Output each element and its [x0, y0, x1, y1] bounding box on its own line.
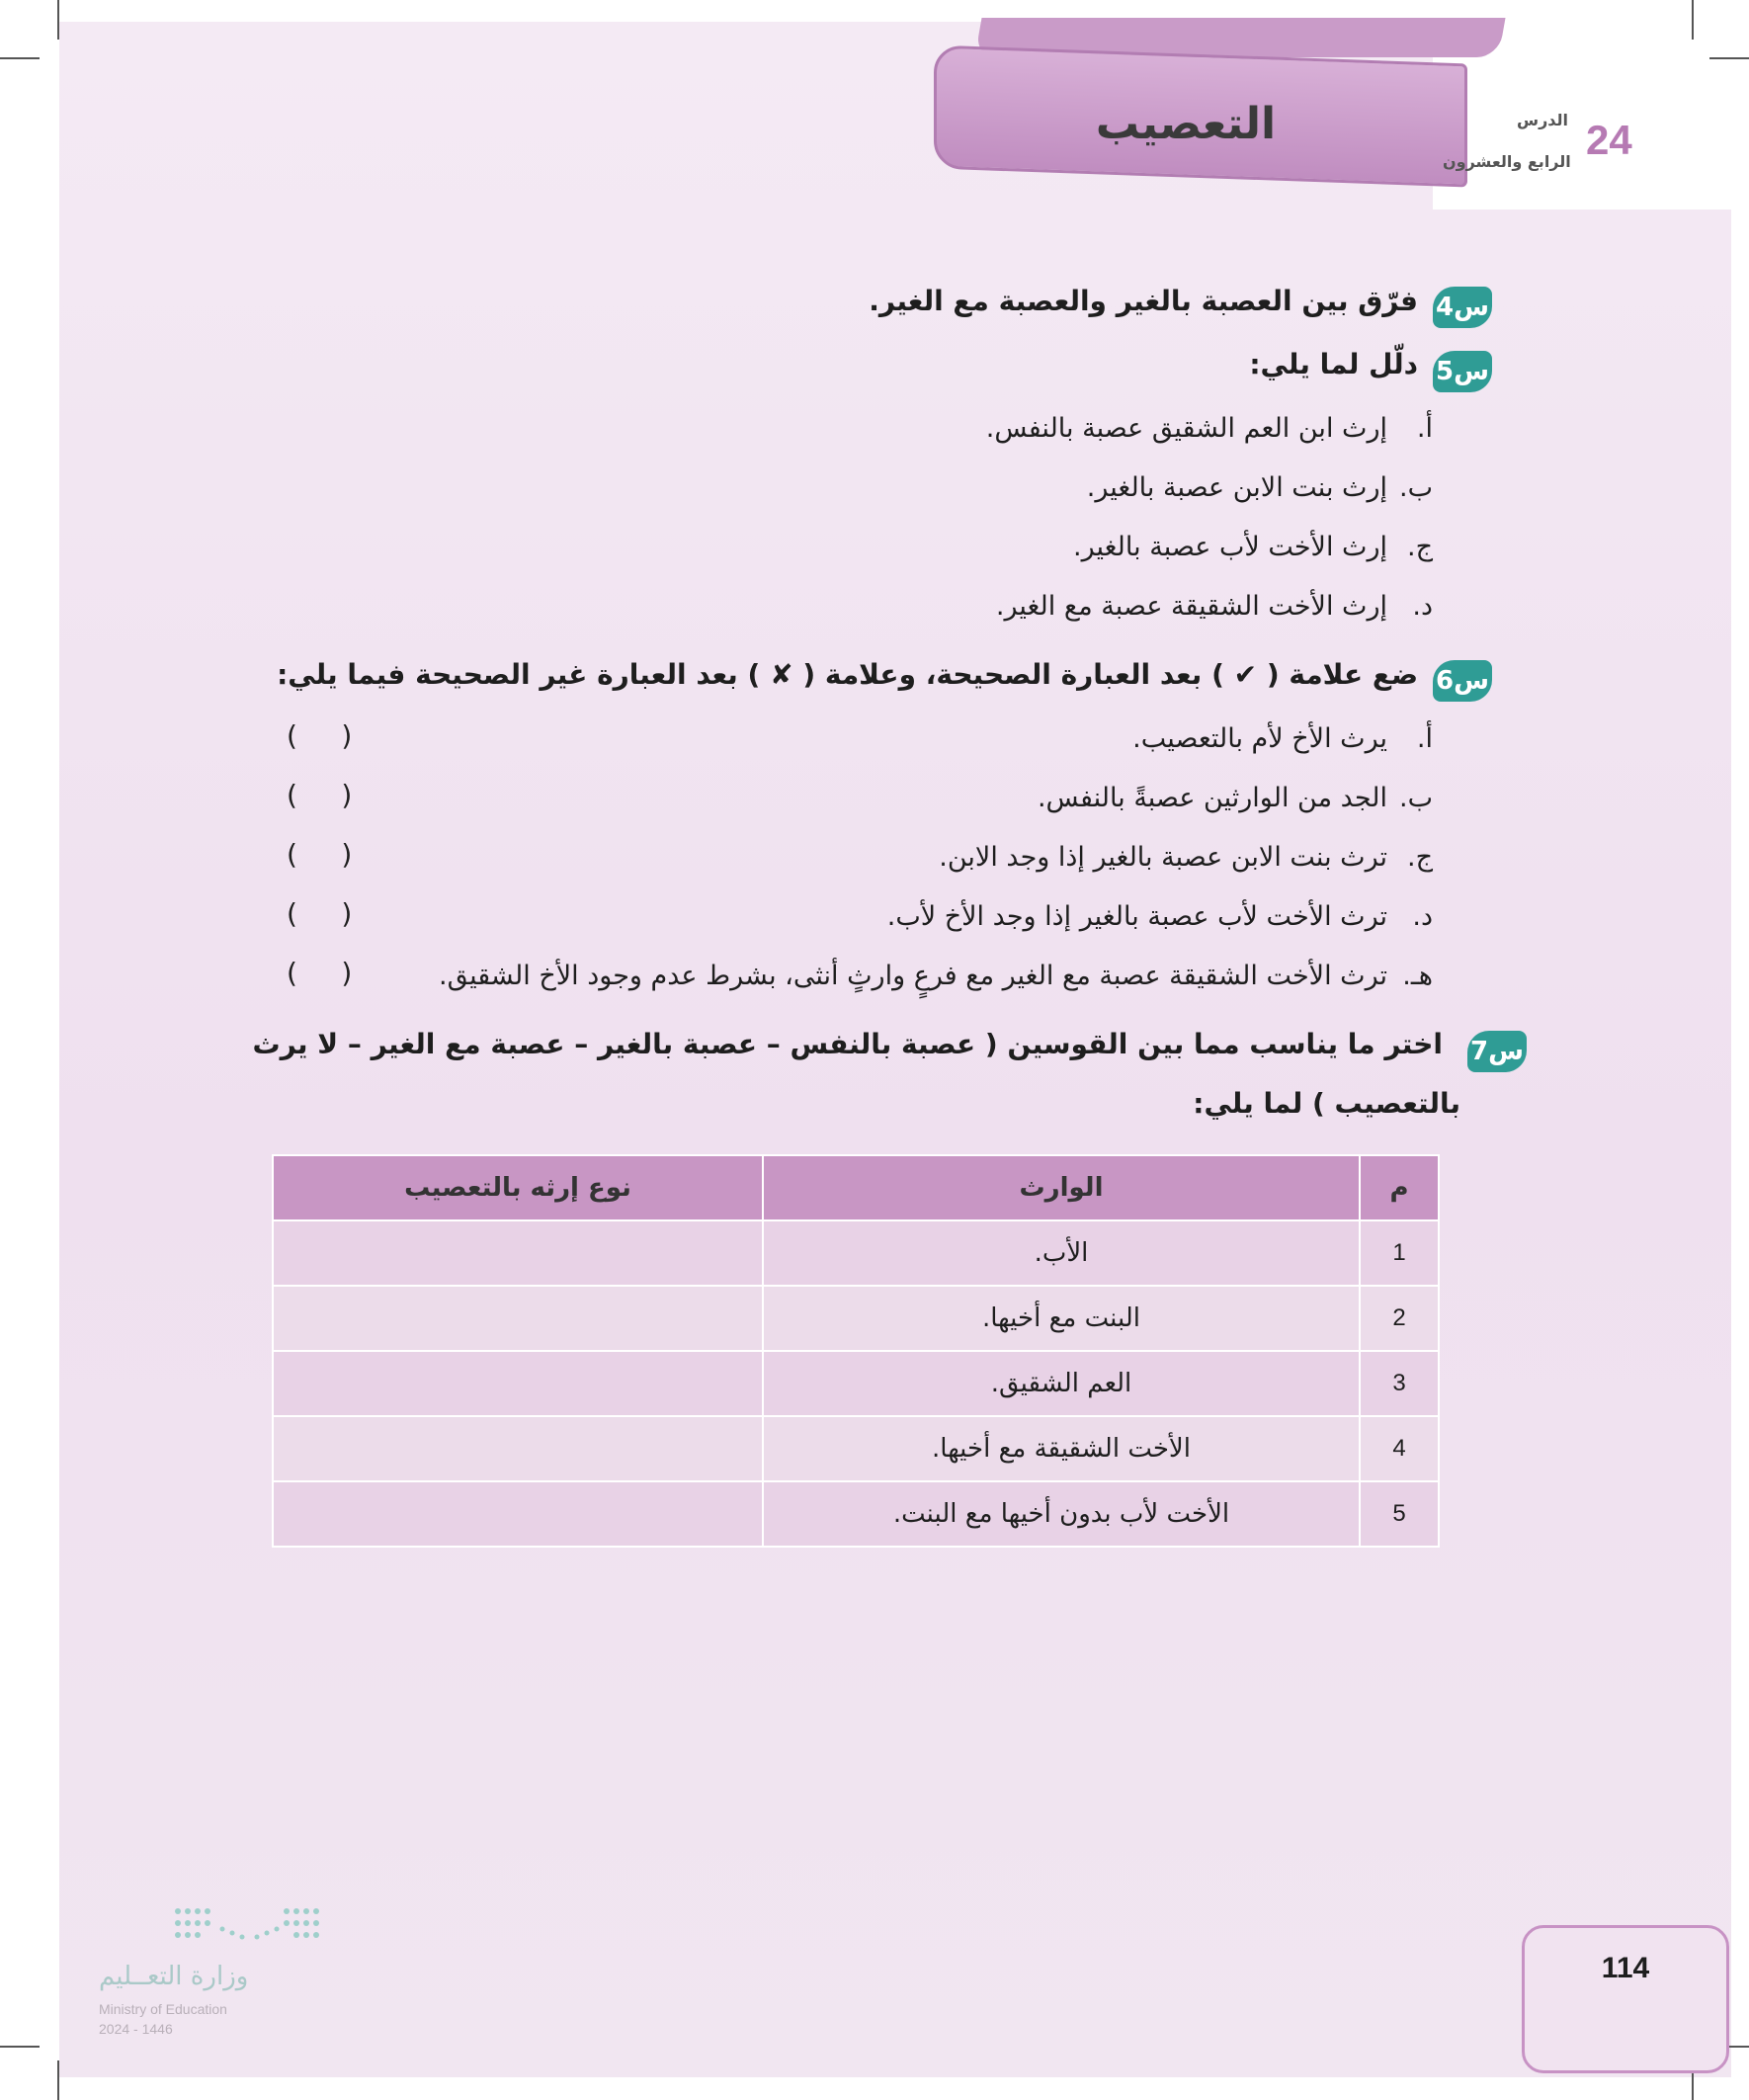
item-text: الجد من الوارثين عصبةً بالنفس.: [1037, 783, 1387, 813]
q5-item-c: [1073, 532, 1433, 562]
column-header-heir: الوارث: [763, 1155, 1360, 1220]
edition-year: 2024 - 1446: [99, 2021, 173, 2037]
table-row: [273, 1351, 1439, 1416]
row-number: 2: [1360, 1286, 1439, 1351]
table-header-row: [273, 1155, 1439, 1220]
row-heir: العم الشقيق.: [763, 1351, 1360, 1416]
crop-mark: [57, 2060, 59, 2100]
row-number: 4: [1360, 1416, 1439, 1481]
q6-item-b: [1038, 783, 1433, 813]
item-letter: ب.: [1398, 472, 1433, 503]
crop-mark: [1709, 57, 1749, 59]
table-row: [273, 1481, 1439, 1547]
row-answer-cell[interactable]: [273, 1220, 763, 1286]
answer-parentheses[interactable]: ( ): [287, 838, 353, 871]
row-answer-cell[interactable]: [273, 1286, 763, 1351]
q5-item-b: [1087, 472, 1433, 503]
row-number: 3: [1360, 1351, 1439, 1416]
question-7-line2: بالتعصيب ) لما يلي:: [1193, 1087, 1460, 1120]
row-answer-cell[interactable]: [273, 1351, 763, 1416]
item-letter: ج.: [1406, 842, 1433, 873]
question-badge-7: س7: [1467, 1031, 1527, 1072]
column-header-type: نوع إرثه بالتعصيب: [273, 1155, 763, 1220]
row-heir: الأخت الشقيقة مع أخيها.: [763, 1416, 1360, 1481]
item-letter: هـ.: [1402, 961, 1433, 991]
page-number: 114: [1601, 1952, 1650, 1984]
item-text: إرث الأخت لأب عصبة بالغير.: [1073, 532, 1387, 562]
crop-mark: [57, 0, 59, 40]
item-text: إرث ابن العم الشقيق عصبة بالنفس.: [985, 413, 1387, 444]
lesson-title: التعصيب: [1095, 99, 1277, 149]
item-text: إرث الأخت الشقيقة عصبة مع الغير.: [995, 591, 1387, 622]
item-letter: أ.: [1416, 413, 1433, 444]
lesson-number: 24: [1586, 117, 1632, 163]
question-6-text: ضع علامة ( ✔ ) بعد العبارة الصحيحة، وعلامة ( ✘ ) بعد العبارة غير الصحيحة فيما يلي:: [277, 658, 1418, 691]
answer-parentheses[interactable]: ( ): [287, 897, 353, 930]
lesson-ordinal: الرابع والعشرون: [1443, 152, 1571, 171]
page-number-box: [1522, 1925, 1729, 2073]
item-text: ترث الأخت الشقيقة عصبة مع الغير مع فرعٍ وارثٍ أنثى، بشرط عدم وجود الأخ الشقيق.: [439, 961, 1387, 991]
item-letter: ب.: [1398, 783, 1433, 813]
row-answer-cell[interactable]: [273, 1481, 763, 1547]
row-heir: الأخت لأب بدون أخيها مع البنت.: [763, 1481, 1360, 1547]
item-letter: ج.: [1406, 532, 1433, 562]
row-number: 5: [1360, 1481, 1439, 1547]
q6-item-c: [939, 842, 1433, 873]
heirs-table: [272, 1154, 1440, 1548]
item-text: ترث بنت الابن عصبة بالغير إذا وجد الابن.: [939, 842, 1387, 873]
question-badge-5: س5: [1433, 351, 1492, 392]
question-4-text: فرّق بين العصبة بالغير والعصبة مع الغير.: [869, 285, 1418, 317]
ministry-name-arabic: وزارة التعــليم: [99, 1962, 249, 1991]
question-5-text: دلّل لما يلي:: [1249, 348, 1418, 380]
ministry-name-english: Ministry of Education: [99, 2001, 227, 2017]
question-7-line1: اختر ما يناسب مما بين القوسين ( عصبة بالنفس – عصبة بالغير – عصبة مع الغير – لا يرث: [252, 1028, 1443, 1060]
q5-item-a: [986, 413, 1433, 444]
item-letter: د.: [1412, 591, 1433, 622]
item-text: ترث الأخت لأب عصبة بالغير إذا وجد الأخ لأب.: [886, 901, 1387, 932]
row-number: 1: [1360, 1220, 1439, 1286]
answer-parentheses[interactable]: ( ): [287, 957, 353, 989]
q6-item-e: [439, 961, 1433, 991]
item-letter: أ.: [1416, 723, 1433, 754]
table-row: [273, 1220, 1439, 1286]
item-text: إرث بنت الابن عصبة بالغير.: [1086, 472, 1387, 503]
question-badge-4: س4: [1433, 287, 1492, 328]
answer-parentheses[interactable]: ( ): [287, 779, 353, 811]
q5-item-d: [996, 591, 1433, 622]
q6-item-a: [1132, 723, 1433, 754]
crop-mark: [0, 57, 40, 59]
table-row: [273, 1416, 1439, 1481]
question-badge-6: س6: [1433, 660, 1492, 702]
lesson-label: الدرس: [1517, 111, 1569, 129]
q6-item-d: [887, 901, 1433, 932]
table-row: [273, 1286, 1439, 1351]
row-heir: الأب.: [763, 1220, 1360, 1286]
row-heir: البنت مع أخيها.: [763, 1286, 1360, 1351]
row-answer-cell[interactable]: [273, 1416, 763, 1481]
answer-parentheses[interactable]: ( ): [287, 719, 353, 752]
crop-mark: [0, 2046, 40, 2048]
crop-mark: [1692, 0, 1694, 40]
item-text: يرث الأخ لأم بالتعصيب.: [1132, 723, 1387, 754]
ministry-logo-icon: [168, 1899, 326, 1949]
item-letter: د.: [1412, 901, 1433, 932]
column-header-index: م: [1360, 1155, 1439, 1220]
